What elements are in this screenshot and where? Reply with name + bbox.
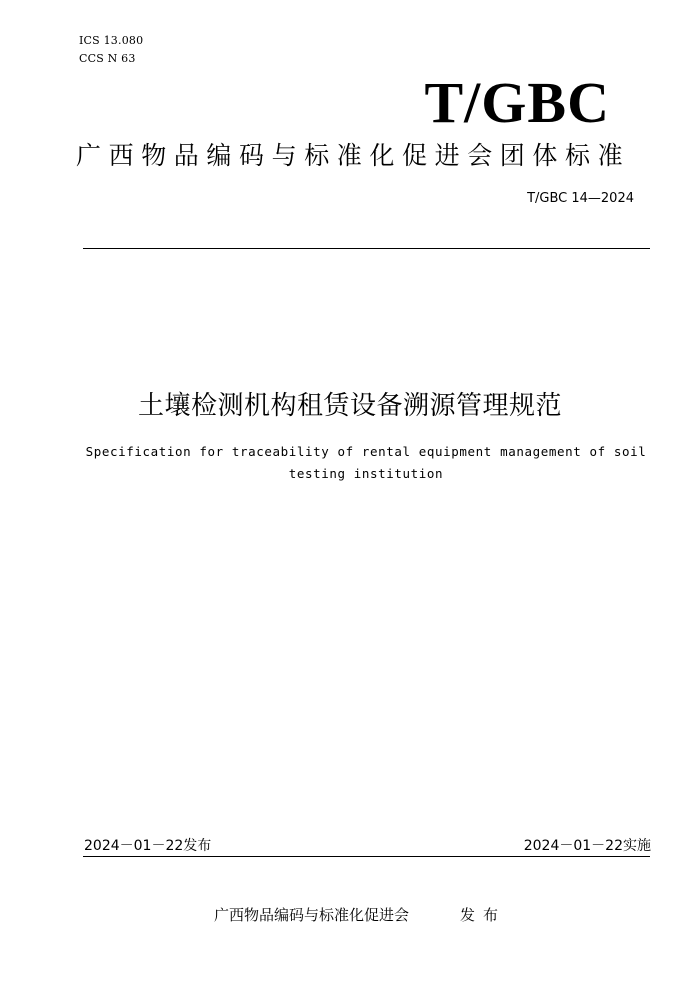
issuing-organization: 广西物品编码与标准化促进会 [214,906,410,924]
ics-code: ICS 13.080 [79,34,144,47]
top-divider [83,248,650,249]
document-title-chinese: 土壤检测机构租赁设备溯源管理规范 [137,391,562,421]
bottom-divider [83,856,650,857]
issue-label: 发布 [460,906,507,924]
organization-standard-title: 广西物品编码与标准化促进会团体标准 [76,141,631,170]
document-title-english: Specification for traceability of rental equipment management of soil testing institution [85,444,647,481]
publish-date: 2024－01－22发布 [84,838,212,854]
standard-code-logo: T/GBC [424,70,610,135]
ccs-code: CCS N 63 [79,52,136,65]
standard-number: T/GBC 14—2024 [527,191,634,206]
implement-date: 2024－01－22实施 [523,838,651,854]
